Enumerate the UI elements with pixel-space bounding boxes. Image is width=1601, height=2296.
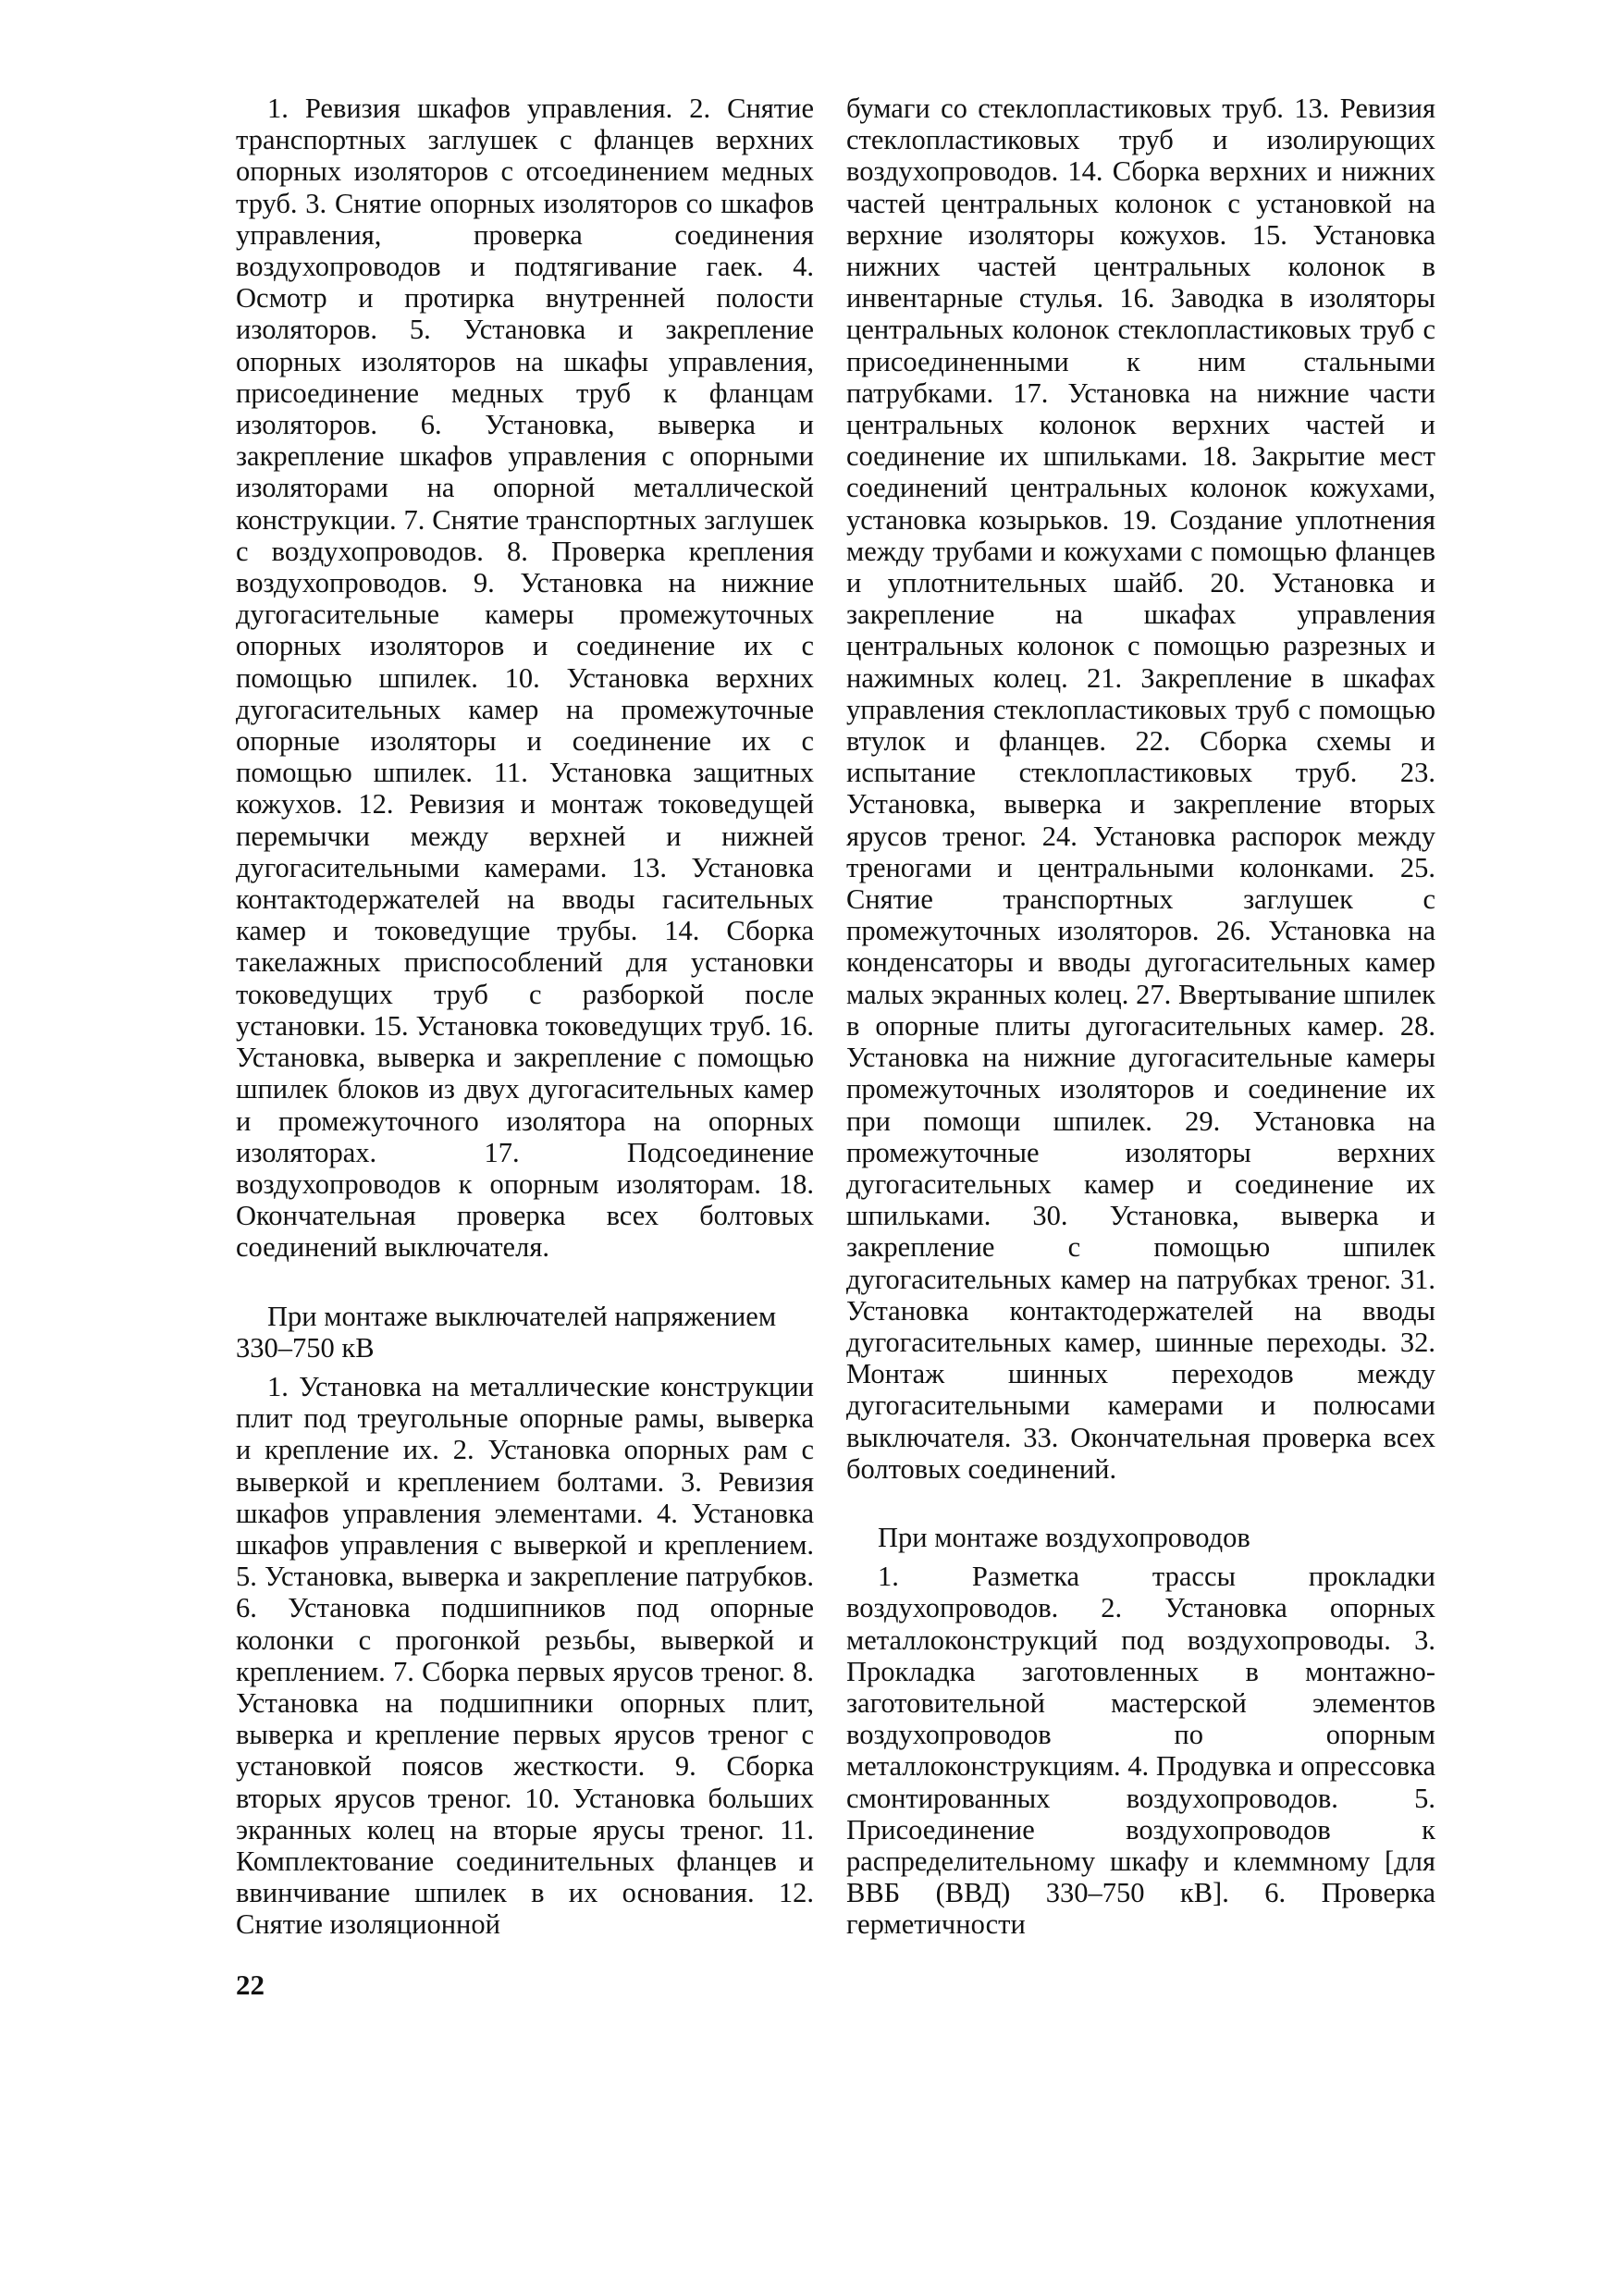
- right-paragraph-1: бумаги со стеклопластиковых труб. 13. Ревизия стеклопластиковых труб и изолирующих воздухопроводов. 14. Сборка верхних и нижних частей центральных колонок с установкой на верхние изоляторы кожухов. 15. Установка нижних частей центральных колонок в инвентарные стулья. 16. Заводка в изоляторы центральных колонок стеклопластиковых труб с присоединенными к ним стальными патрубками. 17. Установка на нижние части центральных колонок верхних частей и соединение их шпильками. 18. Закрытие мест соединений центральных колонок кожухами, установка козырьков. 19. Создание уплотнения между трубами и кожухами с помощью фланцев и уплотнительных шайб. 20. Установка и закрепление на шкафах управления центральных колонок с помощью разрезных и нажимных колец. 21. Закрепление в шкафах управления стеклопластиковых труб с помощью втулок и фланцев. 22. Сборка схемы и испытание стеклопластиковых труб. 23. Установка, выверка и закрепление вторых ярусов треног. 24. Установка распорок между треногами и центральными колонками. 25. Снятие транспортных заглушек с промежуточных изоляторов. 26. Установка на конденсаторы и вводы дугогасительных камер малых экранных колец. 27. Ввертывание шпилек в опорные плиты дугогасительных камер. 28. Установка на нижние дугогасительные камеры промежуточных изоляторов и соединение их при помощи шпилек. 29. Установка на промежуточные изоляторы верхних дугогасительных камер и соединение их шпильками. 30. Установка, выверка и закрепление с помощью шпилек дугогасительных камер на патрубках треног. 31. Установка контактодержателей на вводы дугогасительных камер, шинные переходы. 32. Монтаж шинных переходов между дугогасительными камерами и полюсами выключателя. 33. Окончательная проверка всех болтовых соединений.: [846, 93, 1435, 1485]
- left-paragraph-2: 1. Установка на металлические конструкции плит под треугольные опорные рамы, выверка и крепление их. 2. Установка опорных рам с выверкой и креплением болтами. 3. Ревизия шкафов управления элементами. 4. Установка шкафов управления с выверкой и креплением. 5. Установка, выверка и закрепление патрубков. 6. Установка подшипников под опорные колонки с прогонкой резьбы, выверкой и креплением. 7. Сборка первых ярусов треног. 8. Установка на подшипники опорных плит, выверка и крепление первых ярусов треног с установкой поясов жесткости. 9. Сборка вторых ярусов треног. 10. Установка больших экранных колец на вторые ярусы треног. 11. Комплектование соединительных фланцев и ввинчивание шпилек в их основания. 12. Снятие изоляционной: [236, 1370, 814, 1941]
- right-section-heading: При монтаже воздухопроводов: [878, 1521, 1250, 1553]
- left-section-heading: При монтаже выключателей напряжением 330–750 кВ: [236, 1300, 777, 1364]
- right-column: [846, 93, 1435, 1941]
- left-paragraph-1: 1. Ревизия шкафов управления. 2. Снятие транспортных заглушек с фланцев верхних опорных изоляторов с отсоединением медных труб. 3. Снятие опорных изоляторов со шкафов управления, проверка соединения воздухопроводов и подтягивание гаек. 4. Осмотр и протирка внутренней полости изоляторов. 5. Установка и закрепление опорных изоляторов на шкафы управления, присоединение медных труб к фланцам изоляторов. 6. Установка, выверка и закрепление шкафов управления с опорными изоляторами на опорной металлической конструкции. 7. Снятие транспортных заглушек с воздухопроводов. 8. Проверка крепления воздухопроводов. 9. Установка на нижние дугогасительные камеры промежуточных опорных изоляторов и соединение их с помощью шпилек. 10. Установка верхних дугогасительных камер на промежуточные опорные изоляторы и соединение их с помощью шпилек. 11. Установка защитных кожухов. 12. Ревизия и монтаж токоведущей перемычки между верхней и нижней дугогасительными камерами. 13. Установка контактодержателей на вводы гасительных камер и токоведущие трубы. 14. Сборка такелажных приспособлений для установки токоведущих труб с разборкой после установки. 15. Установка токоведущих труб. 16. Установка, выверка и закрепление с помощью шпилек блоков из двух дугогасительных камер и промежуточного изолятора на опорных изоляторах. 17. Подсоединение воздухопроводов к опорным изоляторам. 18. Окончательная проверка всех болтовых соединений выключателя.: [236, 93, 814, 1264]
- left-column: [236, 93, 814, 1941]
- page-number: 22: [236, 1969, 265, 2001]
- right-paragraph-2: 1. Разметка трассы прокладки воздухопроводов. 2. Установка опорных металлоконструкций под воздухопроводы. 3. Прокладка заготовленных в монтажно-заготовительной мастерской элементов воздухопроводов по опорным металлоконструкциям. 4. Продувка и опрессовка смонтированных воздухопроводов. 5. Присоединение воздухопроводов к распределительному шкафу и клеммному [для ВВБ (ВВД) 330–750 кВ]. 6. Проверка герметичности: [846, 1561, 1435, 1941]
